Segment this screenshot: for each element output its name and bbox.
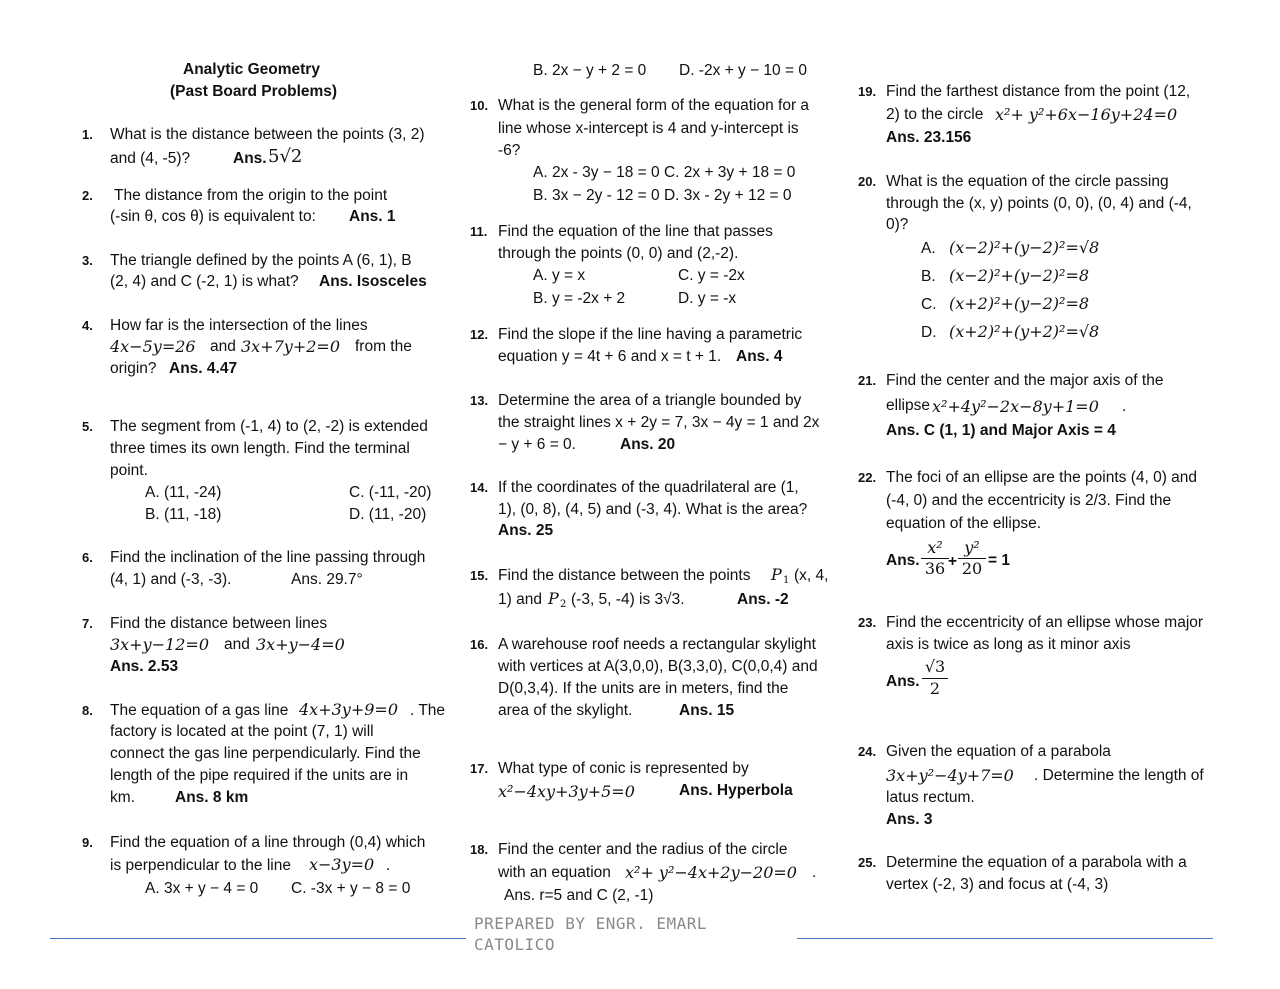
question-text: through the (x, y) points (0, 0), (0, 4) and (-4,: [886, 195, 1192, 212]
question-number: 2.: [82, 188, 93, 203]
numerator: √3: [924, 657, 946, 676]
footer-rule-left: [50, 938, 466, 939]
question-text: If the coordinates of the quadrilateral are (1,: [498, 479, 799, 496]
equation: x²+ y²−4x+2y−20=0: [625, 863, 797, 882]
answer: Ans. 20: [620, 436, 676, 453]
question-text: A warehouse roof needs a rectangular skylight: [498, 636, 816, 653]
answer-label: Ans.: [233, 150, 267, 167]
question-text: The equation of a gas line: [110, 702, 289, 719]
page-title: Analytic Geometry: [183, 61, 320, 78]
question-number: 19.: [858, 84, 877, 99]
question-text: 1) and: [498, 591, 542, 608]
question-text: the straight lines x + 2y = 7, 3x − 4y = 1 and 2x: [498, 414, 820, 431]
denominator: 20: [961, 559, 983, 578]
page-subtitle: (Past Board Problems): [170, 83, 338, 100]
question-text: Find the eccentricity of an ellipse whose major: [886, 614, 1204, 631]
choice-a: A. 3x + y − 4 = 0: [145, 880, 259, 897]
choice-c-label: C.: [921, 296, 937, 313]
equation: x−3y=0: [309, 855, 375, 874]
question-text: Determine the equation of a parabola with a: [886, 854, 1187, 871]
footer-credit-line1: PREPARED BY ENGR. EMARL: [474, 914, 708, 933]
question-text: Determine the area of a triangle bounded by: [498, 392, 802, 409]
answer: Ans. 29.7°: [291, 571, 363, 588]
question-text: -6?: [498, 142, 521, 159]
answer: Ans. 3: [886, 811, 933, 828]
equation: x²+4y²−2x−8y+1=0: [932, 397, 1099, 416]
choice-ac: A. 2x - 3y − 18 = 0 C. 2x + 3y + 18 = 0: [533, 164, 796, 181]
equation: 4x+3y+9=0: [299, 700, 398, 719]
question-text: D(0,3,4). If the units are in meters, find the: [498, 680, 789, 697]
variable: P: [771, 565, 782, 584]
question-text: 2) to the circle: [886, 106, 984, 123]
choice-b: B. (11, -18): [145, 506, 222, 523]
answer: Ans. Hyperbola: [679, 782, 793, 799]
equation: 3x+y−4=0: [256, 635, 345, 654]
choice-d: D. (11, -20): [349, 506, 427, 523]
question-number: 23.: [858, 615, 877, 630]
question-number: 6.: [82, 550, 93, 565]
choice-a: (x−2)²+(y−2)²=√8: [949, 238, 1100, 257]
answer: Ans. r=5 and C (2, -1): [504, 887, 654, 904]
answer-value: 5√2: [268, 146, 303, 167]
question-text: Find the center and the major axis of the: [886, 372, 1164, 389]
question-number: 20.: [858, 174, 877, 189]
choice-d-label: D.: [921, 324, 937, 341]
answer: Ans. 4.47: [169, 360, 238, 377]
fraction-answer: [922, 656, 948, 699]
fraction-x: [921, 538, 949, 579]
question-text: What is the equation of the circle passing: [886, 173, 1169, 190]
question-text: .: [386, 857, 391, 874]
question-number: 13.: [470, 393, 489, 408]
choice-d: D. y = -x: [678, 290, 737, 307]
question-number: 15.: [470, 568, 489, 583]
question-number: 22.: [858, 470, 877, 485]
question-text: equation of the ellipse.: [886, 515, 1042, 532]
question-text: Find the distance between lines: [110, 615, 328, 632]
choice-b-label: B.: [921, 268, 936, 285]
question-text: length of the pipe required if the units are in: [110, 767, 409, 784]
question-number: 8.: [82, 703, 93, 718]
question-text: Given the equation of a parabola: [886, 743, 1111, 760]
question-text: The segment from (-1, 4) to (2, -2) is extended: [110, 418, 428, 435]
question-text: What is the general form of the equation for a: [498, 97, 810, 114]
question-text: Find the center and the radius of the circle: [498, 841, 788, 858]
answer-label: Ans.: [886, 552, 920, 569]
question-number: 18.: [470, 842, 489, 857]
question-text: and: [224, 636, 250, 653]
answer: Ans. 4: [736, 348, 783, 365]
question-number: 14.: [470, 480, 489, 495]
question-text: vertex (-2, 3) and focus at (-4, 3): [886, 876, 1109, 893]
answer: Ans. -2: [737, 591, 789, 608]
denominator: 2: [929, 679, 941, 698]
equation: x²−4xy+3y+5=0: [498, 782, 635, 801]
choice-bd: B. 3x − 2y - 12 = 0 D. 3x - 2y + 12 = 0: [533, 187, 792, 204]
answer: Ans. 2.53: [110, 658, 179, 675]
question-text: through the points (0, 0) and (2,-2).: [498, 245, 739, 262]
answer: Ans. C (1, 1) and Major Axis = 4: [886, 422, 1116, 439]
question-text: area of the skylight.: [498, 702, 633, 719]
question-text: and (4, -5)?: [110, 150, 191, 167]
question-number: 24.: [858, 744, 877, 759]
equation: 3x+7y+2=0: [241, 337, 340, 356]
equation: x²+ y²+6x−16y+24=0: [995, 105, 1178, 124]
question-text: Find the equation of a line through (0,4) which: [110, 834, 426, 851]
question-number: 9.: [82, 835, 93, 850]
question-text: The foci of an ellipse are the points (4, 0) and: [886, 469, 1198, 486]
question-text: three times its own length. Find the terminal: [110, 440, 410, 457]
footer-rule-right: [797, 938, 1213, 939]
question-text: (-sin θ, cos θ) is equivalent to:: [110, 208, 316, 225]
question-text: .: [1122, 398, 1127, 415]
question-text: from the: [355, 338, 412, 355]
question-number: 16.: [470, 637, 489, 652]
numerator: x²: [927, 538, 943, 557]
choice-a-label: A.: [921, 240, 936, 257]
question-text: with vertices at A(3,0,0), B(3,3,0), C(0,0,4) and: [498, 658, 818, 675]
question-text: axis is twice as long as it minor axis: [886, 636, 1131, 653]
question-text: (-3, 5, -4) is 3√3.: [571, 591, 685, 608]
question-text: latus rectum.: [886, 789, 975, 806]
question-text: with an equation: [498, 864, 611, 881]
question-text: Find the equation of the line that passes: [498, 223, 773, 240]
answer: Ans. 1: [349, 208, 396, 225]
question-number: 7.: [82, 616, 93, 631]
question-text: The distance from the origin to the point: [114, 187, 388, 204]
variable: P: [548, 589, 559, 608]
choice-c: (x+2)²+(y−2)²=8: [949, 294, 1090, 313]
numerator: y²: [964, 538, 980, 557]
answer: Ans. 15: [679, 702, 735, 719]
choice-b: (x−2)²+(y−2)²=8: [949, 266, 1090, 285]
question-text: (-4, 0) and the eccentricity is 2/3. Find the: [886, 492, 1172, 509]
question-text: km.: [110, 789, 135, 806]
footer-credit-line2: CATOLICO: [474, 935, 556, 954]
equals-one: = 1: [988, 552, 1010, 569]
question-text: Find the distance between the points: [498, 567, 751, 584]
question-number: 1.: [82, 127, 93, 142]
question-text: . The: [410, 702, 446, 719]
choice-a: A. (11, -24): [145, 484, 222, 501]
plus-sign: +: [948, 553, 958, 570]
equation: 3x+y−12=0: [110, 635, 209, 654]
choice-c: C. (-11, -20): [349, 484, 432, 501]
choice-b: B. 2x − y + 2 = 0: [533, 62, 647, 79]
question-text: and: [210, 338, 236, 355]
choice-d: (x+2)²+(y+2)²=√8: [949, 322, 1100, 341]
choice-c: C. y = -2x: [678, 267, 745, 284]
denominator: 36: [924, 559, 946, 578]
question-number: 21.: [858, 373, 877, 388]
question-text: (x, 4,: [794, 567, 829, 584]
question-number: 17.: [470, 761, 489, 776]
question-number: 10.: [470, 98, 489, 113]
question-number: 12.: [470, 327, 489, 342]
question-text: What is the distance between the points (3, 2): [110, 126, 425, 143]
question-text: connect the gas line perpendicularly. Find the: [110, 745, 421, 762]
question-text: 0)?: [886, 216, 909, 233]
question-text: equation y = 4t + 6 and x = t + 1.: [498, 348, 722, 365]
choice-c: C. -3x + y − 8 = 0: [291, 880, 411, 897]
choice-a: A. y = x: [533, 267, 586, 284]
question-text: point.: [110, 462, 148, 479]
answer: Ans. Isosceles: [319, 273, 427, 290]
answer-label: Ans.: [886, 673, 920, 690]
question-text: is perpendicular to the line: [110, 857, 291, 874]
question-text: How far is the intersection of the lines: [110, 317, 368, 334]
subscript: 1: [783, 575, 790, 586]
question-text: .: [812, 864, 817, 881]
question-text: Find the inclination of the line passing through: [110, 549, 426, 566]
question-number: 11.: [470, 224, 488, 239]
question-number: 4.: [82, 318, 93, 333]
question-text: Find the farthest distance from the point (12,: [886, 83, 1191, 100]
subscript: 2: [560, 599, 567, 610]
choice-b: B. y = -2x + 2: [533, 290, 626, 307]
answer: Ans. 25: [498, 522, 554, 539]
question-text: factory is located at the point (7, 1) will: [110, 723, 374, 740]
answer: Ans. 8 km: [175, 789, 249, 806]
question-text: What type of conic is represented by: [498, 760, 749, 777]
question-text: The triangle defined by the points A (6, 1), B: [110, 252, 412, 269]
question-text: origin?: [110, 360, 157, 377]
choice-d: D. -2x + y − 10 = 0: [679, 62, 807, 79]
equation: 3x+y²−4y+7=0: [886, 766, 1014, 785]
question-text: line whose x-intercept is 4 and y-intercept is: [498, 120, 799, 137]
question-text: 1), (0, 8), (4, 5) and (-3, 4). What is the area?: [498, 501, 808, 518]
answer: Ans. 23.156: [886, 129, 972, 146]
question-text: (4, 1) and (-3, -3).: [110, 571, 232, 588]
question-text: Find the slope if the line having a parametric: [498, 326, 803, 343]
question-text: . Determine the length of: [1034, 767, 1204, 784]
question-text: − y + 6 = 0.: [498, 436, 576, 453]
question-number: 25.: [858, 855, 877, 870]
equation: 4x−5y=26: [110, 337, 196, 356]
question-number: 3.: [82, 253, 93, 268]
question-text: ellipse: [886, 397, 930, 414]
question-text: (2, 4) and C (-2, 1) is what?: [110, 273, 299, 290]
question-number: 5.: [82, 419, 93, 434]
fraction-y: [958, 538, 986, 579]
